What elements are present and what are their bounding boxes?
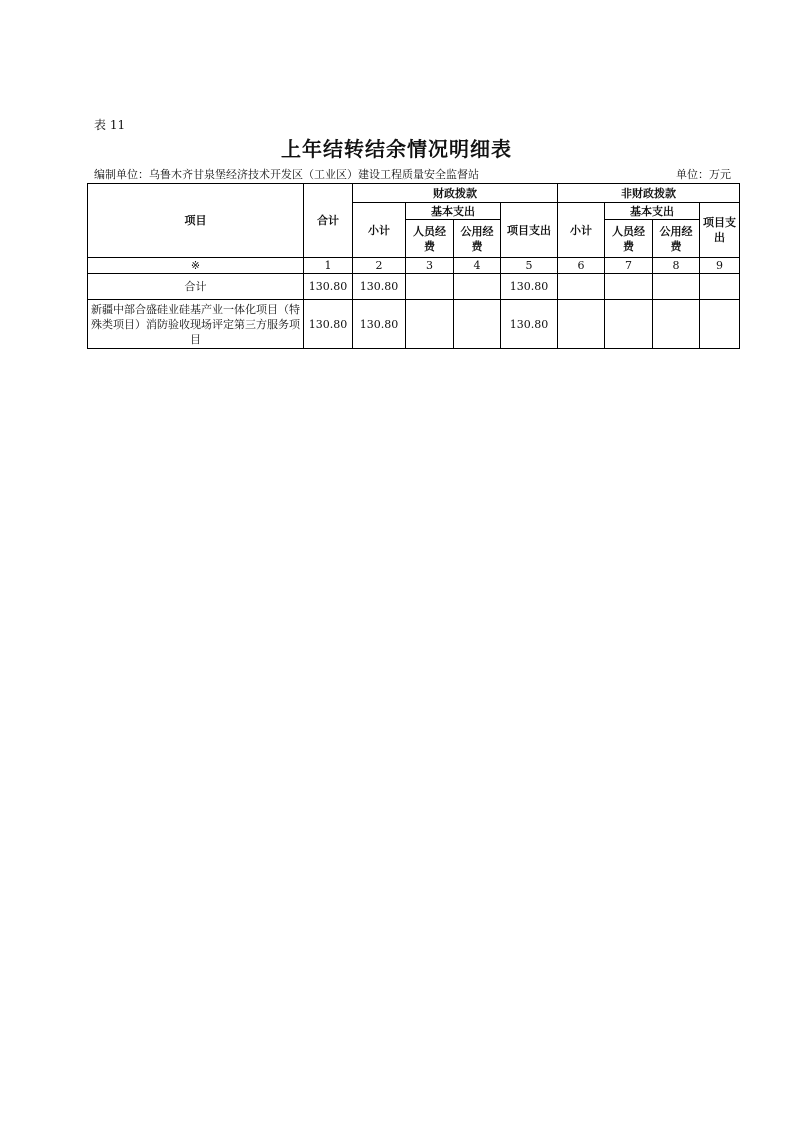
header-nonfiscal-personnel: 人员经费 (605, 220, 653, 258)
cell-nonfiscal-personnel (605, 300, 653, 349)
table-row (88, 300, 740, 349)
index-cell: 9 (700, 258, 740, 274)
cell-fiscal-personnel (406, 274, 454, 300)
header-nonfiscal: 非财政拨款 (558, 184, 740, 203)
index-cell: 5 (501, 258, 558, 274)
header-fiscal-basic: 基本支出 (406, 203, 501, 220)
header-fiscal-subtotal: 小计 (353, 203, 406, 258)
compiling-unit: 编制单位：乌鲁木齐甘泉堡经济技术开发区（工业区）建设工程质量安全监督站 (94, 168, 479, 181)
cell-fiscal-project: 130.80 (501, 274, 558, 300)
header-nonfiscal-basic: 基本支出 (605, 203, 700, 220)
header-total: 合计 (304, 184, 353, 258)
cell-nonfiscal-public (653, 300, 700, 349)
cell-nonfiscal-subtotal (558, 274, 605, 300)
page-title: 上年结转结余情况明细表 (281, 137, 512, 161)
cell-nonfiscal-project (700, 274, 740, 300)
row-name: 合计 (88, 274, 304, 300)
index-cell: ※ (88, 258, 304, 274)
header-fiscal-project: 项目支出 (501, 203, 558, 258)
cell-fiscal-project: 130.80 (501, 300, 558, 349)
table-number: 表 11 (94, 118, 126, 132)
index-cell: 3 (406, 258, 454, 274)
index-cell: 1 (304, 258, 353, 274)
header-nonfiscal-public: 公用经费 (653, 220, 700, 258)
header-fiscal: 财政拨款 (353, 184, 558, 203)
cell-fiscal-subtotal: 130.80 (353, 300, 406, 349)
index-cell: 4 (454, 258, 501, 274)
cell-nonfiscal-subtotal (558, 300, 605, 349)
cell-total: 130.80 (304, 300, 353, 349)
currency-unit: 单位：万元 (676, 168, 731, 181)
index-cell: 6 (558, 258, 605, 274)
table-row (88, 274, 740, 300)
cell-nonfiscal-personnel (605, 274, 653, 300)
row-name: 新疆中部合盛硅业硅基产业一体化项目（特殊类项目）消防验收现场评定第三方服务项目 (88, 300, 304, 349)
header-nonfiscal-project: 项目支出 (700, 203, 740, 258)
index-cell: 8 (653, 258, 700, 274)
cell-fiscal-personnel (406, 300, 454, 349)
index-cell: 7 (605, 258, 653, 274)
cell-total: 130.80 (304, 274, 353, 300)
header-nonfiscal-subtotal: 小计 (558, 203, 605, 258)
header-item: 项目 (88, 184, 304, 258)
balance-table (87, 183, 740, 349)
header-fiscal-public: 公用经费 (454, 220, 501, 258)
cell-fiscal-public (454, 274, 501, 300)
cell-nonfiscal-public (653, 274, 700, 300)
cell-fiscal-subtotal: 130.80 (353, 274, 406, 300)
index-cell: 2 (353, 258, 406, 274)
cell-nonfiscal-project (700, 300, 740, 349)
header-row-1 (88, 184, 740, 203)
header-fiscal-personnel: 人员经费 (406, 220, 454, 258)
cell-fiscal-public (454, 300, 501, 349)
index-row (88, 258, 740, 274)
